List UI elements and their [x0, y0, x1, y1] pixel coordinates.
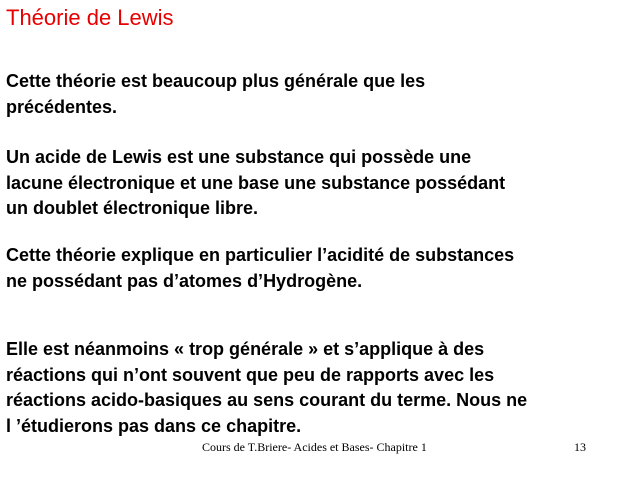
paragraph-line: l ’étudierons pas dans ce chapitre.: [6, 415, 302, 436]
paragraph-line: Un acide de Lewis est une substance qui possède une: [6, 147, 472, 167]
paragraph-line: réactions qui n’ont souvent que peu de rapports avec les: [6, 364, 495, 385]
paragraph-line: un doublet électronique libre.: [6, 198, 259, 218]
paragraph-explanation: [6, 243, 514, 294]
paragraph-definition: [6, 145, 505, 222]
paragraph-line: lacune électronique et une base une substance possédant: [6, 172, 506, 193]
slide-title: Théorie de Lewis: [6, 5, 174, 30]
paragraph-line: Cette théorie explique en particulier l’acidité de substances: [6, 245, 515, 265]
paragraph-limitation: [6, 337, 527, 439]
footer-course-label: Cours de T.Briere- Acides et Bases- Chapitre 1: [202, 440, 427, 454]
paragraph-line: ne possédant pas d’atomes d’Hydrogène.: [6, 270, 363, 291]
page-number: 13: [574, 440, 586, 454]
paragraph-intro: [6, 69, 425, 120]
paragraph-line: Cette théorie est beaucoup plus générale que les: [6, 71, 426, 91]
paragraph-line: réactions acido-basiques au sens courant du terme. Nous ne: [6, 390, 528, 410]
paragraph-line: précédentes.: [6, 96, 118, 117]
paragraph-line: Elle est néanmoins « trop générale » et s’applique à des: [6, 339, 485, 359]
